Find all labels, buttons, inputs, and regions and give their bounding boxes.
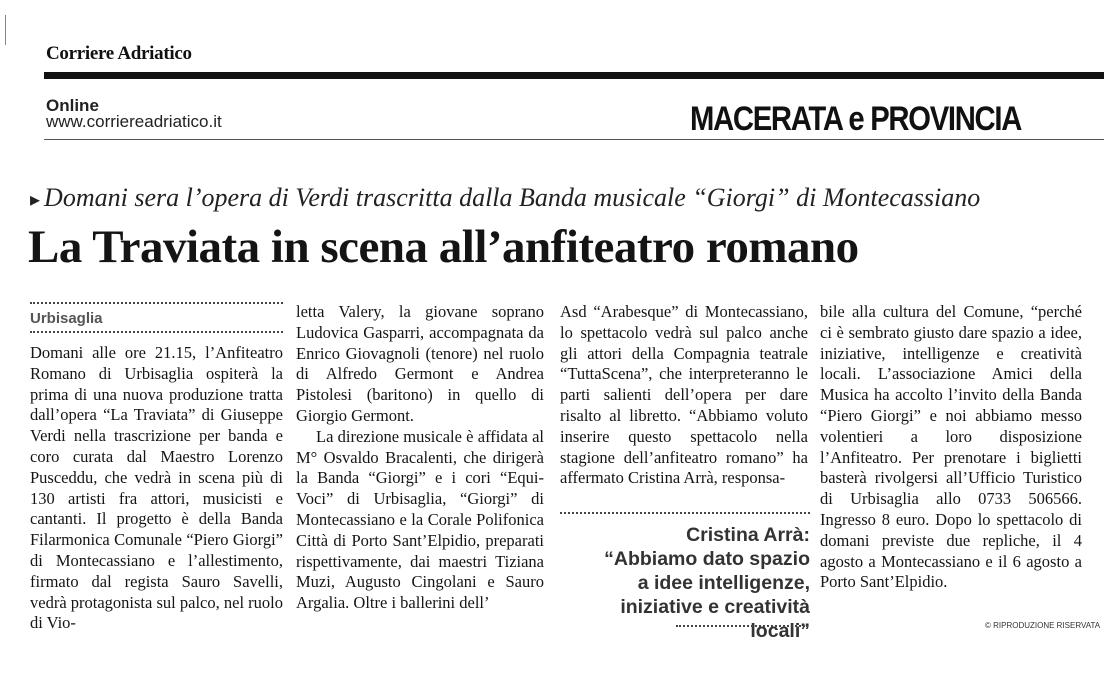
article-paragraph: Domani alle ore 21.15, l’Anfiteatro Romano di Urbisaglia ospiterà la prima di una nuova produzione tratta dall’opera “La Traviata” di Giuseppe Verdi nella trascrizione per banda e coro curata dal Maestro Lorenzo Pusceddu, che vedrà in scena più di 130 artisti fra attori, musicisti e cantanti. Il progetto è della Banda Filarmonica Comunale “Piero Giorgi” di Montecassiano e l’allestimento, firmato dal regista Sauro Savelli, vedrà protagonista sul palco, nel ruolo di Vio- <box>30 343 283 633</box>
section-title: MACERATA e PROVINCIA <box>690 100 1022 138</box>
article-kicker <box>30 183 980 213</box>
online-url: www.corriereadriatico.it <box>46 112 222 131</box>
masthead-rule <box>44 72 1104 79</box>
kicker-text: Domani sera l’opera di Verdi trascritta dalla Banda musicale “Giorgi” di Montecassiano <box>44 183 981 212</box>
pull-quote: Cristina Arrà: “Abbiamo dato spazio a idee intelligenze, iniziative e creatività locali” <box>604 524 810 642</box>
article-column-4 <box>820 302 1082 593</box>
dotted-rule-locality-bottom <box>30 331 283 333</box>
section-rule <box>44 139 1104 140</box>
article-locality: Urbisaglia <box>30 310 103 327</box>
article-paragraph: letta Valery, la giovane soprano Ludovica Gasparri, accompagnata da Enrico Giovagnoli (tenore) nel ruolo di Alfredo Germont e Andrea Pistolesi (baritono) in quello di Giorgio Germont. <box>296 302 544 425</box>
dotted-rule-pullquote-bottom <box>676 625 808 627</box>
online-label: Online <box>46 96 99 115</box>
article-paragraph: bile alla cultura del Comune, “perché ci è sembrato giusto dare spazio a idee, iniziative, intelligenze e creatività locali. L’associazione Amici della Musica ha accolto l’invito della Banda “Piero Giorgi” e noi abbiamo messo volentieri a loro disposizione l’Anfiteatro. Per prenotare i biglietti basterà rivolgersi all’Ufficio Turistico di Urbisaglia allo 0733 506566. Ingresso 8 euro. Dopo lo spettacolo di domani previste due repliche, il 4 agosto a Montecassiano e il 6 agosto a Porto Sant’Elpidio. <box>820 302 1082 592</box>
article-column-3 <box>560 302 808 489</box>
article-paragraph: La direzione musicale è affidata al M° Osvaldo Bracalenti, che dirigerà la Banda “Giorgi” e i cori “Equi-Voci” di Urbisaglia, “Giorgi” di Montecassiano e la Corale Polifonica Città di Porto Sant’Elpidio, preparati rispettivamente, dai maestri Tiziana Muzi, Augusto Cingolani e Sauro Argalia. Oltre i ballerini dell’ <box>296 426 544 613</box>
article-column-1 <box>30 343 283 634</box>
dotted-rule-pullquote-top <box>560 512 810 514</box>
article-headline: La Traviata in scena all’anfiteatro romano <box>28 221 859 273</box>
copyright-notice: © RIPRODUZIONE RISERVATA <box>985 621 1101 630</box>
kicker-arrow-icon: ▸ <box>30 189 41 211</box>
article-column-2 <box>296 302 544 614</box>
dotted-rule-locality <box>30 302 283 304</box>
page-edge-mark <box>5 15 6 45</box>
newspaper-masthead: Corriere Adriatico <box>46 43 192 64</box>
article-paragraph: Asd “Arabesque” di Montecassiano, lo spettacolo vedrà sul palco anche gli attori della Compagnia teatrale “TuttaScena”, che interpreteranno le parti salienti dell’opera per dare risalto al libretto. “Abbiamo voluto inserire questo spettacolo nella stagione dell’anfiteatro romano” ha affermato Cristina Arrà, responsa- <box>560 302 808 488</box>
